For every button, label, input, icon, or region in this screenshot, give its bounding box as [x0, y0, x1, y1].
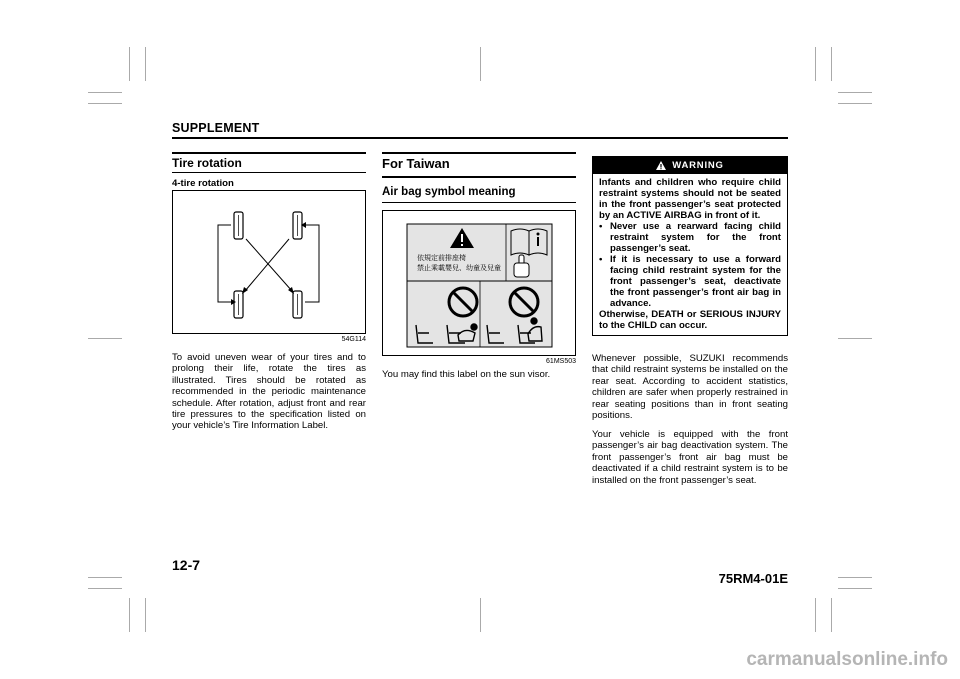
crop-mark: [838, 338, 872, 339]
airbag-label-figure: [382, 210, 576, 356]
crop-mark: [831, 598, 832, 632]
warning-title: WARNING: [672, 160, 724, 171]
crop-mark: [480, 598, 481, 632]
subsection-title-airbag: Air bag symbol meaning: [382, 186, 516, 198]
page-number: 12-7: [172, 557, 201, 573]
bullet-dot: •: [599, 254, 603, 265]
warning-header: [593, 157, 787, 174]
crop-mark: [129, 47, 130, 81]
crop-mark: [88, 338, 122, 339]
subsection-rule: [382, 202, 576, 203]
section-rule-bottom: [382, 176, 576, 178]
section-rule-bottom: [172, 172, 366, 173]
child-restraint-paragraph: Whenever possible, SUZUKI recommends that child restraint systems be installed on the rear seat. According to accident statistics, children are safer when properly restrained in rear seating positions than in front seating positions.: [592, 353, 788, 422]
crop-mark: [838, 103, 872, 104]
warning-bullet-text: If it is necessary to use a forward facing child restraint system for the front passenger’s seat, deactivate the front passenger’s front air bag in advance.: [610, 254, 781, 309]
crop-mark: [88, 577, 122, 578]
crop-mark: [815, 598, 816, 632]
crop-mark: [88, 588, 122, 589]
sun-visor-caption: You may find this label on the sun visor.: [382, 369, 551, 380]
warning-box: [592, 156, 788, 336]
crop-mark: [838, 588, 872, 589]
deactivation-paragraph: Your vehicle is equipped with the front passenger’s air bag deactivation system. The front passenger’s front air bag must be deactivated if a child restraint system is to be installed on the front passenger’s seat.: [592, 429, 788, 486]
crop-mark: [88, 92, 122, 93]
warning-body: [593, 174, 787, 335]
label-text-line-1: 依規定前排座椅: [417, 255, 466, 262]
subsection-title-4-tire: 4-tire rotation: [172, 178, 234, 189]
airbag-label-illustration: [383, 211, 575, 355]
crop-mark: [831, 47, 832, 81]
section-title-for-taiwan: For Taiwan: [382, 156, 450, 171]
warning-bullet: [599, 221, 781, 254]
figure-code: 61MS503: [546, 358, 576, 365]
tire-rotation-diagram: [173, 191, 365, 333]
bullet-dot: •: [599, 221, 603, 232]
page-header: SUPPLEMENT: [172, 121, 260, 135]
header-rule: [172, 137, 788, 139]
tire-rotation-figure: [172, 190, 366, 334]
section-rule-top: [382, 152, 576, 154]
section-rule-top: [172, 152, 366, 154]
warning-triangle-icon: [656, 161, 666, 170]
warning-outro: Otherwise, DEATH or SERIOUS INJURY to the CHILD can occur.: [599, 309, 781, 331]
watermark: carmanualsonline.info: [746, 649, 948, 670]
crop-mark: [815, 47, 816, 81]
crop-mark: [145, 47, 146, 81]
warning-bullet: [599, 254, 781, 309]
crop-mark: [129, 598, 130, 632]
warning-bullet-text: Never use a rearward facing child restraint system for the front passenger’s seat.: [610, 221, 781, 254]
crop-mark: [838, 92, 872, 93]
warning-intro: Infants and children who require child restraint systems should not be seated in the front passenger’s seat protected by an ACTIVE AIRBAG in front of it.: [599, 177, 781, 221]
section-title-tire-rotation: Tire rotation: [172, 156, 242, 170]
label-text-line-2: 禁止乘載嬰兒、幼童及兒童: [417, 265, 501, 272]
crop-mark: [145, 598, 146, 632]
figure-code: 54G114: [341, 336, 366, 343]
document-code: 75RM4-01E: [718, 571, 788, 586]
crop-mark: [838, 577, 872, 578]
crop-mark: [88, 103, 122, 104]
crop-mark: [480, 47, 481, 81]
tire-rotation-paragraph: To avoid uneven wear of your tires and to prolong their life, rotate the tires as illustrated. Tires should be rotated as recommended in the periodic maintenance schedule. After rotation, adjust front and rear tire pressures to the specification listed on your vehicle’s Tire Information Label.: [172, 352, 366, 432]
